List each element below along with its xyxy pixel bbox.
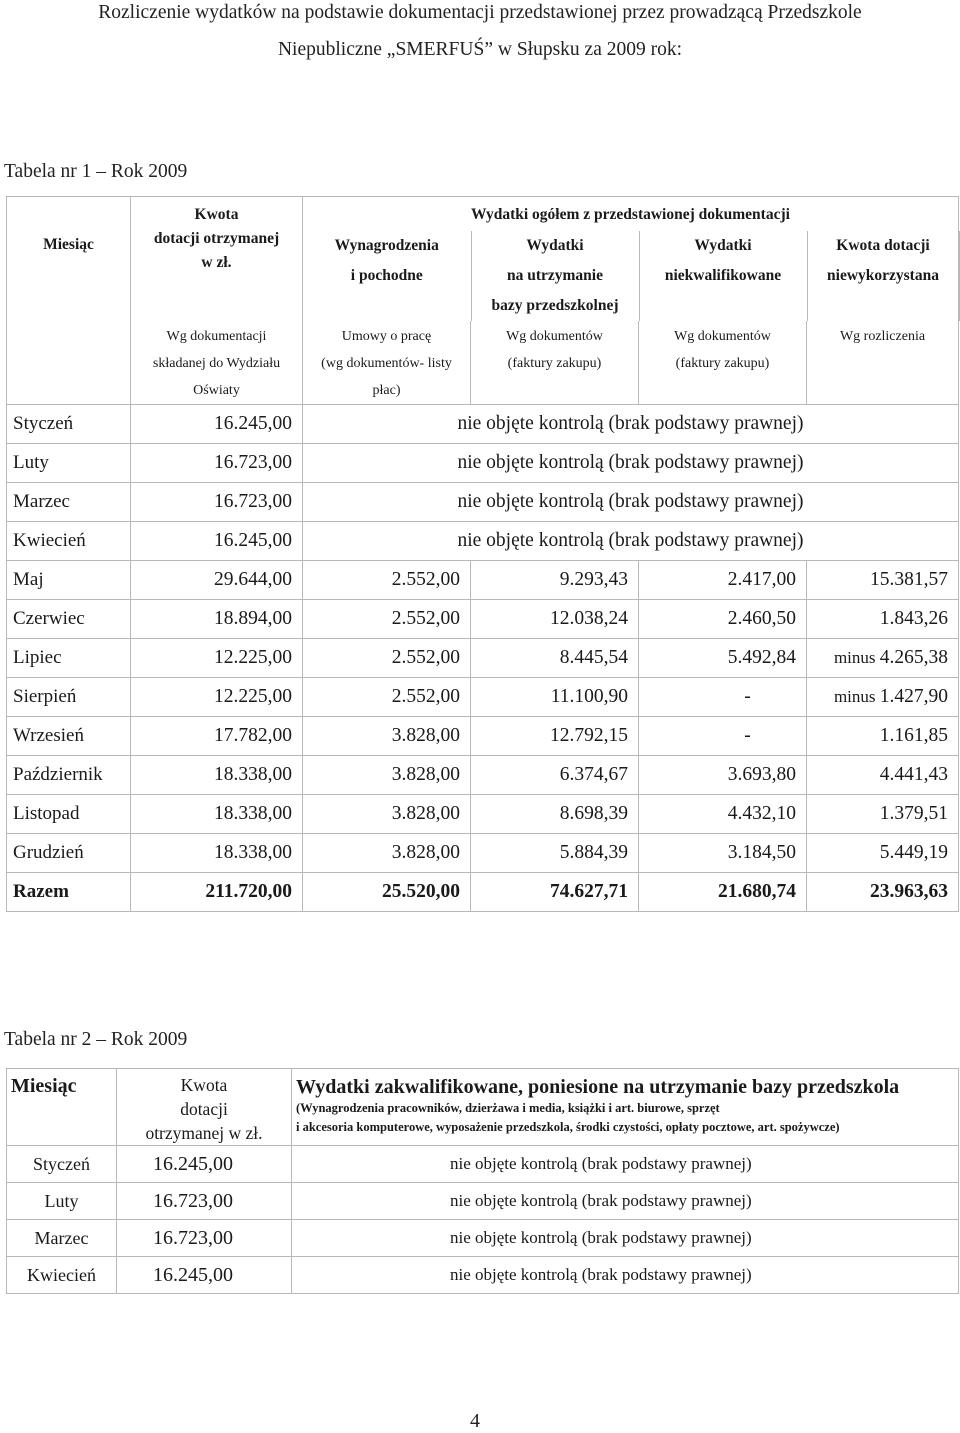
table-row [7,483,959,522]
row-note: nie objęte kontrolą (brak podstawy prawnej) [292,1257,959,1294]
header-niewykorzystana: Kwota dotacji niewykorzystana [807,231,959,321]
row-month: Sierpień [7,678,131,717]
table1-subheader-row [7,321,959,405]
total-wynagrodzenia: 25.520,00 [303,873,471,912]
row-niewykorzystana: 1.161,85 [807,717,959,756]
row-kwota: 18.338,00 [131,756,303,795]
row-utrzymanie: 9.293,43 [471,561,639,600]
row-kwota: 12.225,00 [131,639,303,678]
table-row [7,405,959,444]
table-row [7,717,959,756]
total-niewykorzystana: 23.963,63 [807,873,959,912]
header-month: Miesiąc [7,197,131,322]
row-utrzymanie: 8.698,39 [471,795,639,834]
row-month: Październik [7,756,131,795]
row-month: Listopad [7,795,131,834]
row-month: Styczeń [7,1146,117,1183]
row-month: Maj [7,561,131,600]
row-niewykorzystana: 15.381,57 [807,561,959,600]
row-niekwalifikowane: - [639,678,807,717]
row-month: Styczeń [7,405,131,444]
row-month: Kwiecień [7,1257,117,1294]
row-kwota: 17.782,00 [131,717,303,756]
t2-header-details: (Wynagrodzenia pracowników, dzierżawa i media, książki i art. biurowe, sprzęt i akcesoria komputerowe, wyposażenie przedszkola, środki czystości, opłaty pocztowe, art. spożywcze) [296,1101,840,1134]
row-niekwalifikowane: 2.417,00 [639,561,807,600]
row-kwota: 18.338,00 [131,834,303,873]
table-row [7,756,959,795]
header-group [303,197,959,322]
row-niekwalifikowane: 2.460,50 [639,600,807,639]
total-niekwalifikowane: 21.680,74 [639,873,807,912]
table-row [7,678,959,717]
row-utrzymanie: 6.374,67 [471,756,639,795]
table2-caption: Tabela nr 2 – Rok 2009 [4,1029,188,1050]
row-utrzymanie: 12.792,15 [471,717,639,756]
row-kwota: 16.723,00 [117,1220,292,1257]
subheader-wynagrodzenia: Umowy o pracę (wg dokumentów- listy płac) [303,321,471,405]
total-utrzymanie: 74.627,71 [471,873,639,912]
subheader-niewykorzystana: Wg rozliczenia [839,329,926,344]
row-niewykorzystana: 1.843,26 [807,600,959,639]
table1-caption: Tabela nr 1 – Rok 2009 [4,161,188,182]
row-month: Wrzesień [7,717,131,756]
row-niekwalifikowane: 4.432,10 [639,795,807,834]
table-row [7,561,959,600]
row-kwota: 29.644,00 [131,561,303,600]
row-kwota: 16.723,00 [117,1183,292,1220]
row-utrzymanie: 12.038,24 [471,600,639,639]
row-month: Luty [7,1183,117,1220]
table-row [7,522,959,561]
row-niekwalifikowane: - [639,717,807,756]
row-note: nie objęte kontrolą (brak podstawy prawnej) [292,1146,959,1183]
row-month: Marzec [7,1220,117,1257]
t2-header-kwota: Kwota dotacji otrzymanej w zł. [117,1069,292,1146]
row-kwota: 16.723,00 [131,444,303,483]
row-month: Luty [7,444,131,483]
row-niewykorzystana: 5.449,19 [807,834,959,873]
row-note: nie objęte kontrolą (brak podstawy prawnej) [292,1183,959,1220]
table-row [7,600,959,639]
row-wynagrodzenia: 2.552,00 [303,678,471,717]
table-row [7,1183,959,1220]
total-row [7,873,959,912]
header-wynagrodzenia: Wynagrodzenia i pochodne [303,231,471,321]
subheader-month [7,321,131,405]
row-wynagrodzenia: 3.828,00 [303,756,471,795]
table2-header-row [7,1069,959,1146]
table-row [7,834,959,873]
table1-header-row [7,197,959,322]
row-note: nie objęte kontrolą (brak podstawy prawnej) [303,444,959,483]
row-wynagrodzenia: 3.828,00 [303,717,471,756]
header-utrzymanie: Wydatki na utrzymanie bazy przedszkolnej [471,231,639,321]
row-kwota: 16.245,00 [131,405,303,444]
row-month: Lipiec [7,639,131,678]
row-note: nie objęte kontrolą (brak podstawy prawnej) [303,522,959,561]
t2-header-main: Wydatki zakwalifikowane, poniesione na utrzymanie bazy przedszkola [296,1076,900,1098]
row-month: Grudzień [7,834,131,873]
total-label: Razem [7,873,131,912]
row-niekwalifikowane: 3.184,50 [639,834,807,873]
t2-header-description [292,1069,959,1146]
row-wynagrodzenia: 3.828,00 [303,834,471,873]
subheader-niekwalifikowane: Wg dokumentów (faktury zakupu) [639,321,807,405]
page-number: 4 [470,1410,480,1432]
row-wynagrodzenia: 3.828,00 [303,795,471,834]
row-niewykorzystana: 1.379,51 [807,795,959,834]
table-row [7,795,959,834]
table-row [7,639,959,678]
row-month: Kwiecień [7,522,131,561]
t2-header-month: Miesiąc [7,1069,117,1146]
row-month: Marzec [7,483,131,522]
expenses-table-2 [6,1068,959,1294]
row-kwota: 12.225,00 [131,678,303,717]
table-row [7,1220,959,1257]
row-utrzymanie: 8.445,54 [471,639,639,678]
row-kwota: 16.723,00 [131,483,303,522]
total-kwota: 211.720,00 [131,873,303,912]
row-kwota: 16.245,00 [117,1257,292,1294]
row-kwota: 18.338,00 [131,795,303,834]
row-wynagrodzenia: 2.552,00 [303,561,471,600]
row-niekwalifikowane: 3.693,80 [639,756,807,795]
subheader-utrzymanie: Wg dokumentów (faktury zakupu) [471,321,639,405]
row-kwota: 16.245,00 [131,522,303,561]
row-wynagrodzenia: 2.552,00 [303,600,471,639]
row-kwota: 18.894,00 [131,600,303,639]
row-note: nie objęte kontrolą (brak podstawy prawnej) [292,1220,959,1257]
row-niewykorzystana: 4.441,43 [807,756,959,795]
header-niekwalifikowane: Wydatki niekwalifikowane [639,231,807,321]
header-kwota: Kwota dotacji otrzymanej w zł. [131,197,303,322]
expenses-table-1 [6,196,959,912]
row-wynagrodzenia: 2.552,00 [303,639,471,678]
row-month: Czerwiec [7,600,131,639]
table-row [7,444,959,483]
table-row [7,1146,959,1183]
header-group-label: Wydatki ogółem z przedstawionej dokumentacji [471,206,790,223]
row-niekwalifikowane: 5.492,84 [639,639,807,678]
subheader-kwota: Wg dokumentacji składanej do Wydziału Oświaty [131,321,303,405]
row-utrzymanie: 11.100,90 [471,678,639,717]
row-note: nie objęte kontrolą (brak podstawy prawnej) [303,405,959,444]
document-title-line-2: Niepubliczne „SMERFUŚ” w Słupsku za 2009 rok: [277,39,683,60]
table-row [7,1257,959,1294]
row-kwota: 16.245,00 [117,1146,292,1183]
row-niewykorzystana: minus 4.265,38 [807,639,959,678]
row-note: nie objęte kontrolą (brak podstawy prawnej) [303,483,959,522]
document-title-line-1: Rozliczenie wydatków na podstawie dokumentacji przedstawionej przez prowadzącą Przedszkole [98,2,862,23]
row-niewykorzystana: minus 1.427,90 [807,678,959,717]
row-utrzymanie: 5.884,39 [471,834,639,873]
